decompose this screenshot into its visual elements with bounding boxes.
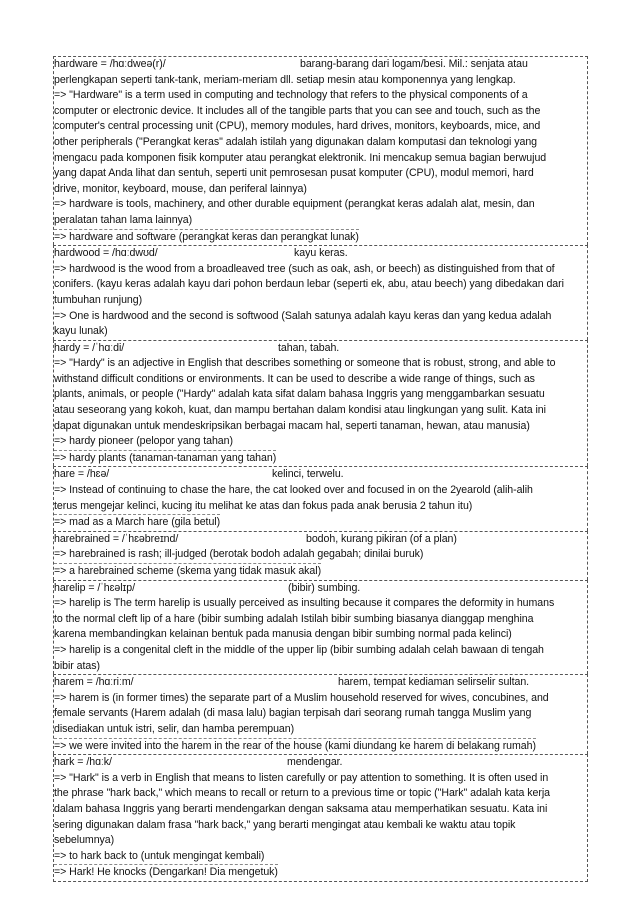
headword: hardy = /ˈhɑːdi/	[54, 341, 125, 354]
definition: kayu keras.	[294, 247, 348, 260]
explanation-line: atau seseorang yang kokoh, kuat, dan mampu bertahan dalam kondisi atau lingkungan yang sulit. Kata ini	[54, 404, 546, 417]
example-line: => we were invited into the harem in the rear of the house (kami diundang ke harem di belakang rumah)	[54, 738, 536, 755]
explanation-line: => "Hardware" is a term used in computing and technology that refers to the physical components of a	[54, 89, 528, 102]
explanation-line: mengacu pada komponen fisik komputer atau perangkat elektronik. Ini mencakup semua bagian berwujud	[54, 151, 547, 164]
entry-hardwood	[53, 245, 588, 340]
explanation-line: sebelumnya)	[54, 834, 115, 847]
headword-line	[54, 675, 587, 691]
explanation-line: => "Hardy" is an adjective in English that describes something or someone that is robust, strong, and able to	[54, 357, 556, 370]
example-line: => hardy plants (tanaman-tanaman yang tahan)	[54, 450, 276, 467]
explanation-line: => harebrained is rash; ill-judged (berotak bodoh adalah gegabah; dinilai buruk)	[54, 548, 424, 561]
entry-harebrained	[53, 531, 588, 580]
explanation-line: yang dapat Anda lihat dan sentuh, seperti unit pemrosesan pusat komputer (CPU), modul memori, hard	[54, 167, 534, 180]
explanation-line: => Instead of continuing to chase the hare, the cat looked over and focused in on the 2yearold (alih-alih	[54, 484, 533, 497]
headword-line	[54, 581, 587, 597]
example-line: => Hark! He knocks (Dengarkan! Dia mengetuk)	[54, 864, 278, 881]
headword-line	[54, 341, 587, 357]
entry-hark	[53, 754, 588, 882]
definition: tahan, tabah.	[278, 341, 340, 354]
entry-harem	[53, 674, 588, 754]
definition: harem, tempat kediaman selirselir sultan.	[338, 676, 530, 689]
explanation-line: drive, monitor, keyboard, mouse, dan periferal lainnya)	[54, 182, 307, 195]
explanation-line: => harelip is The term harelip is usually perceived as insulting because it compares the deformity in humans	[54, 597, 555, 610]
explanation-line: => hardwood is the wood from a broadleaved tree (such as oak, ash, or beech) as distinguished from that of	[54, 262, 555, 275]
explanation-line: dapat digunakan untuk mendeskripsikan berbagai macam hal, seperti tanaman, hewan, atau manusia)	[54, 419, 530, 432]
explanation-line: computer or electronic device. It includes all of the tangible parts that you can see and touch, such as the	[54, 104, 541, 117]
explanation-line: kayu lunak)	[54, 325, 108, 338]
headword: hardware = /hɑːdweə(r)/	[54, 58, 166, 70]
example-line: => mad as a March hare (gila betul)	[54, 514, 220, 531]
explanation-line: => hardware is tools, machinery, and other durable equipment (perangkat keras adalah alat, mesin, dan	[54, 198, 535, 211]
headword-line	[54, 467, 587, 483]
entry-hardy	[53, 340, 588, 467]
explanation-line: bibir atas)	[54, 659, 100, 672]
explanation-line: => "Hark" is a verb in English that means to listen carefully or pay attention to something. It is often used in	[54, 771, 549, 784]
explanation-line: the phrase "hark back," which means to recall or return to a previous time or topic ("Hark" adalah kata kerja	[54, 787, 550, 800]
definition: bodoh, kurang pikiran (of a plan)	[306, 532, 457, 545]
explanation-line: conifers. (kayu keras adalah kayu dari pohon berdaun lebar (seperti ek, abu, atau beech) yang dibedakan dari	[54, 278, 564, 291]
explanation-line: computer's central processing unit (CPU), memory modules, hard drives, monitors, keyboards, mice, and	[54, 120, 541, 133]
explanation-line: => hardy pioneer (pelopor yang tahan)	[54, 435, 233, 448]
explanation-line: terus mengejar kelinci, kucing itu melihat ke atas dan fokus pada anak berusia 2 tahun itu)	[54, 499, 473, 512]
explanation-line: to the normal cleft lip of a hare (bibir sumbing adalah Istilah bibir sumbing biasanya dianggap menghina	[54, 612, 534, 625]
definition: (bibir) sumbing.	[288, 581, 361, 594]
explanation-line: => harem is (in former times) the separate part of a Muslim household reserved for wives, concubines, and	[54, 691, 549, 704]
headword: harebrained = /ˈhɛəbreɪnd/	[54, 532, 179, 545]
dictionary-page	[53, 56, 588, 882]
explanation-line: dalam bahasa Inggris yang berarti mendengarkan dengan saksama atau memperhatikan sesuatu. Kata ini	[54, 802, 548, 815]
headword: hark = /hɑːk/	[54, 756, 112, 769]
definition: kelinci, terwelu.	[272, 468, 344, 481]
entry-hardware	[53, 56, 588, 245]
headword-line	[54, 755, 587, 771]
explanation-line: peralatan tahan lama lainnya)	[54, 213, 193, 226]
explanation-line: => harelip is a congenital cleft in the middle of the upper lip (bibir sumbing adalah celah bawaan di tengah	[54, 643, 544, 656]
definition: barang-barang dari logam/besi. Mil.: senjata atau	[300, 58, 528, 70]
explanation-line: withstand difficult conditions or environments. It can be used to describe a wide range of things, such as	[54, 372, 535, 385]
headword: harem = /hɑːriːm/	[54, 676, 134, 689]
headword-line	[54, 246, 587, 262]
definition-continued: perlengkapan seperti tank-tank, meriam-meriam dll. setiap mesin atau komponennya yang lengkap.	[54, 73, 516, 86]
explanation-line: => to hark back to (untuk mengingat kembali)	[54, 849, 265, 862]
example-line: => a harebrained scheme (skema yang tidak masuk akal)	[54, 563, 321, 580]
headword: harelip = /ˈhɛəlɪp/	[54, 581, 135, 594]
headword-line	[54, 532, 587, 548]
entry-hare	[53, 466, 588, 530]
definition: mendengar.	[287, 756, 343, 769]
entry-harelip	[53, 580, 588, 675]
headword: hardwood = /hɑːdwʊd/	[54, 247, 158, 260]
headword: hare = /hɛə/	[54, 468, 110, 481]
headword-line	[54, 57, 587, 73]
explanation-line: other peripherals ("Perangkat keras" adalah istilah yang digunakan dalam komputasi dan teknologi yang	[54, 135, 538, 148]
explanation-line: => One is hardwood and the second is softwood (Salah satunya adalah kayu keras dan yang kedua adalah	[54, 309, 552, 322]
explanation-line: disediakan untuk istri, selir, dan hamba perempuan)	[54, 722, 295, 735]
explanation-line: sering digunakan dalam frasa "hark back," yang berarti mengingat atau kembali ke waktu atau topik	[54, 818, 516, 831]
explanation-line: female servants (Harem adalah (di masa lalu) bagian terpisah dari seorang rumah tangga Muslim yang	[54, 707, 532, 720]
explanation-line: plants, animals, or people ("Hardy" adalah kata sifat dalam bahasa Inggris yang menggambarkan sesuatu	[54, 388, 545, 401]
explanation-line: tumbuhan runjung)	[54, 293, 143, 306]
example-line: => hardware and software (perangkat keras dan perangkat lunak)	[54, 229, 359, 246]
explanation-line: karena membandingkan kelainan bentuk pada manusia dengan bibir sumbing normal pada kelinci)	[54, 628, 512, 641]
